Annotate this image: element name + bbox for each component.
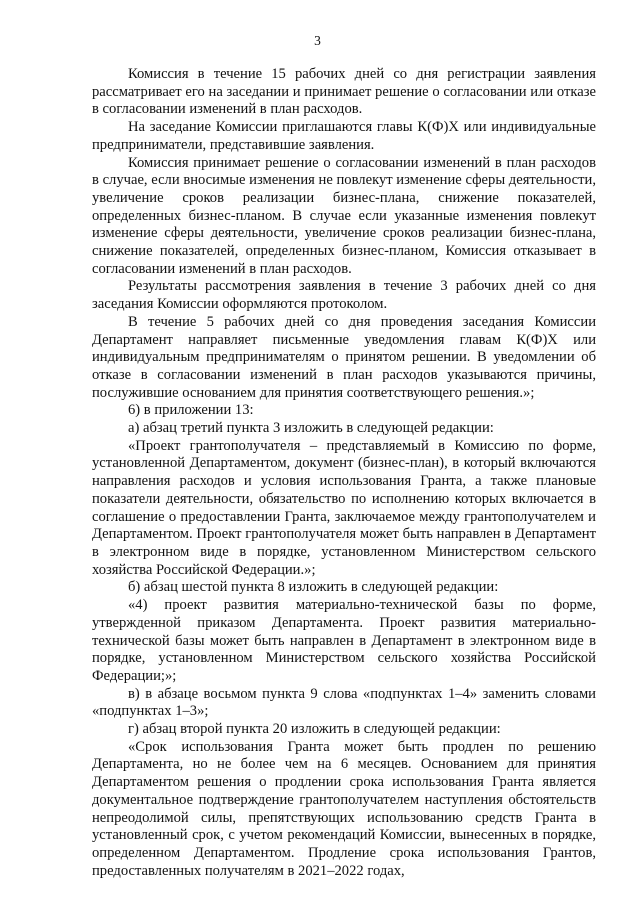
paragraph-invited-heads: На заседание Комиссии приглашаются главы К(Ф)Х или индивидуальные предприниматели, представившие заявления. bbox=[92, 119, 596, 153]
paragraph-appendix-13: 6) в приложении 13: bbox=[128, 402, 254, 419]
paragraph-grant-term: «Срок использования Гранта может быть продлен по решению Департамента, но не более чем на 6 месяцев. Основанием для принятия Департаментом решения о продлении срока использования Гранта является документальное подтверждение грантополучателем наступления обстоятельств непреодолимой силы, препятствующих использованию средств Гранта в установленный срок, с учетом рекомендаций Комиссии, вынесенных в порядке, определенном Департаментом. Продление срока использования Грантов, предоставленных получателям в 2021–2022 годах, bbox=[92, 738, 596, 879]
paragraph-technical-base-project: «4) проект развития материально-технической базы по форме, утвержденной приказом Департамента. Проект развития материально-технической базы может быть направлен в Департамент в электронном виде в порядке, установленном Министерством сельского хозяйства Российской Федерации;»; bbox=[92, 597, 596, 684]
paragraph-commission-review: Комиссия в течение 15 рабочих дней со дня регистрации заявления рассматривает его на заседании и принимает решение о согласовании или отказе в согласовании изменений в план расходов. bbox=[92, 66, 596, 118]
paragraph-approval-conditions: Комиссия принимает решение о согласовании изменений в план расходов в случае, если вносимые изменения не повлекут изменение сферы деятельности, увеличение сроков реализации бизнес-плана, снижение показателей, определенных бизнес-планом. В случае если указанные изменения повлекут изменение сферы деятельности, увеличение сроков реализации бизнес-плана, снижение показателей, определенных бизнес-планом, Комиссия отказывает в согласовании изменений в план расходов. bbox=[92, 154, 596, 277]
paragraph-protocol: Результаты рассмотрения заявления в течение 3 рабочих дней со дня заседания Комиссии оформляются протоколом. bbox=[92, 278, 596, 313]
page-number: 3 bbox=[314, 33, 321, 48]
paragraph-item-b: б) абзац шестой пункта 8 изложить в следующей редакции: bbox=[128, 579, 499, 596]
paragraph-item-g: г) абзац второй пункта 20 изложить в следующей редакции: bbox=[128, 721, 501, 738]
document-body bbox=[92, 66, 596, 880]
paragraph-grantee-project: «Проект грантополучателя – представляемый в Комиссию по форме, установленной Департаментом, документ (бизнес-план), в который включаются направления расходов и условия использования Гранта, а также плановые показатели деятельности, обязательство по исполнению которых включается в соглашение о предоставлении Гранта, заключаемое между грантополучателем и Департаментом. Проект грантополучателя может быть направлен в Департамент в электронном виде в порядке, установленном Министерством сельского хозяйства Российской Федерации.»; bbox=[92, 437, 596, 578]
paragraph-item-a: а) абзац третий пункта 3 изложить в следующей редакции: bbox=[128, 420, 494, 437]
paragraph-notifications: В течение 5 рабочих дней со дня проведения заседания Комиссии Департамент направляет письменные уведомления главам К(Ф)Х или индивидуальным предпринимателям о принятом решении. В уведомлении об отказе в согласовании изменений в план расходов указываются причины, послужившие основанием для принятия соответствующего решения.»; bbox=[92, 313, 596, 401]
paragraph-item-v: в) в абзаце восьмом пункта 9 слова «подпунктах 1–4» заменить словами «подпунктах 1–3»; bbox=[92, 685, 596, 720]
